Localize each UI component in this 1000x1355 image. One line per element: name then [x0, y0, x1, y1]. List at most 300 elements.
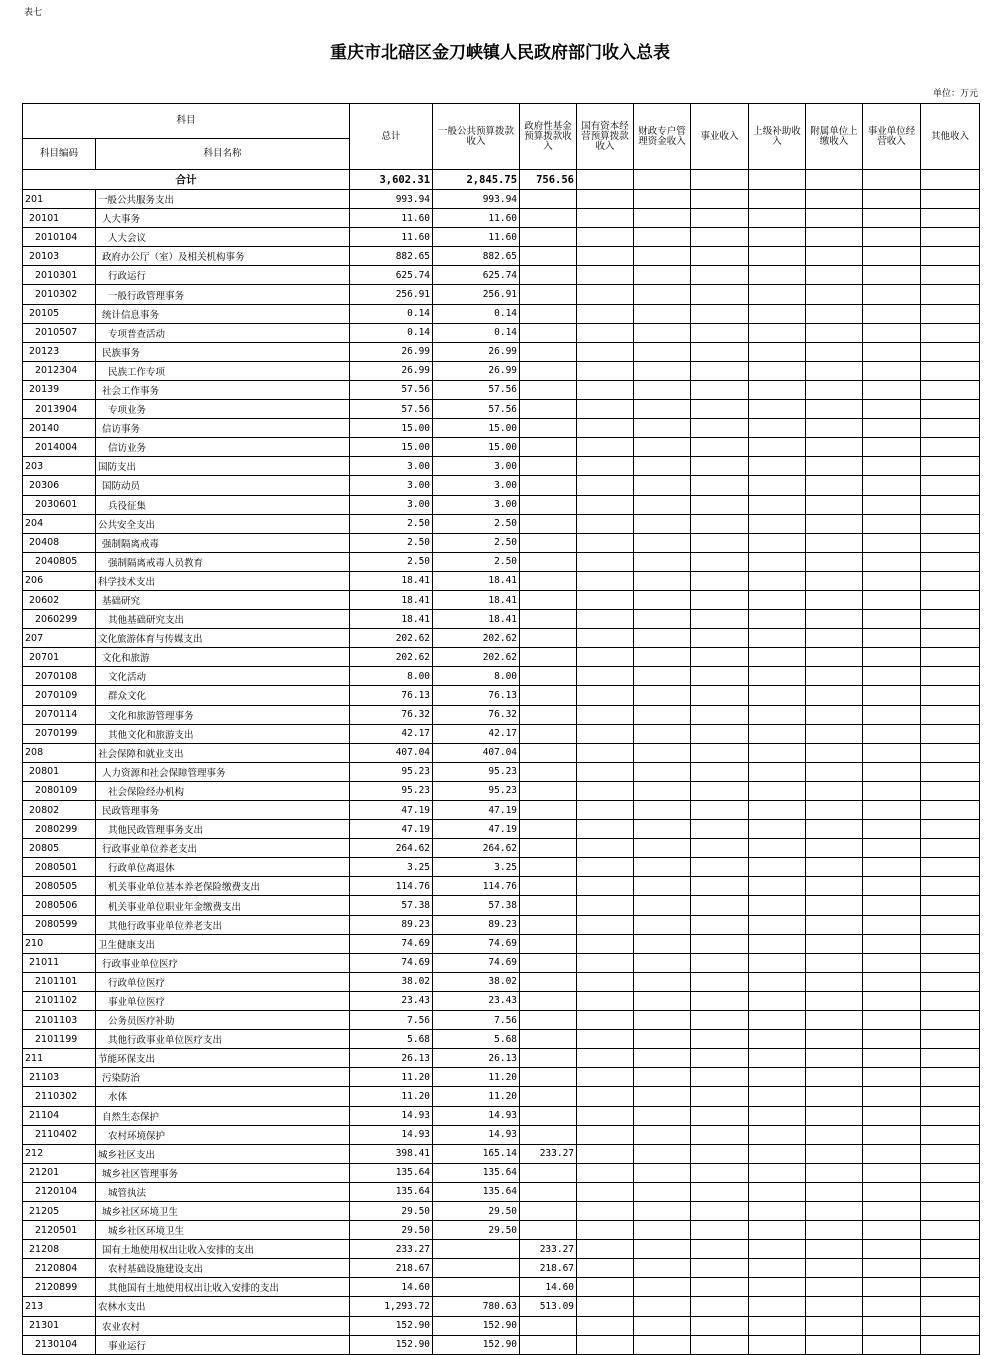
table-row [23, 380, 980, 399]
subject-name: 人力资源和社会保障管理事务 [96, 762, 350, 781]
subject-name: 自然生态保护 [96, 1106, 350, 1125]
amount-cell: 47.19 [350, 820, 433, 839]
amount-cell [921, 266, 980, 285]
amount-cell [863, 1106, 921, 1125]
amount-cell: 38.02 [433, 972, 520, 991]
amount-cell: 3.00 [350, 495, 433, 514]
amount-cell [806, 762, 863, 781]
amount-cell [921, 361, 980, 380]
amount-cell [520, 629, 577, 648]
amount-cell [863, 934, 921, 953]
amount-cell [577, 438, 634, 457]
amount-cell [577, 476, 634, 495]
amount-cell [921, 762, 980, 781]
amount-cell [520, 934, 577, 953]
amount-cell [520, 209, 577, 228]
table-row [23, 762, 980, 781]
amount-cell [921, 858, 980, 877]
total-label: 合计 [23, 170, 350, 190]
amount-cell [806, 915, 863, 934]
subject-name: 农业农村 [96, 1316, 350, 1335]
amount-cell [806, 667, 863, 686]
amount-cell [520, 533, 577, 552]
table-row [23, 648, 980, 667]
amount-cell: 11.20 [433, 1087, 520, 1106]
amount-cell: 15.00 [433, 438, 520, 457]
amount-cell [749, 1297, 806, 1316]
amount-cell: 74.69 [350, 953, 433, 972]
subject-name: 群众文化 [96, 686, 350, 705]
amount-cell [749, 457, 806, 476]
amount-cell: 76.13 [350, 686, 433, 705]
amount-cell [863, 342, 921, 361]
amount-cell [921, 1011, 980, 1030]
amount-cell [806, 457, 863, 476]
table-row [23, 667, 980, 686]
subject-name: 国防支出 [96, 457, 350, 476]
amount-cell [577, 1087, 634, 1106]
amount-cell [520, 285, 577, 304]
amount-cell: 18.41 [350, 571, 433, 590]
amount-cell [863, 361, 921, 380]
amount-cell: 95.23 [433, 762, 520, 781]
amount-cell [520, 858, 577, 877]
amount-cell: 18.41 [433, 590, 520, 609]
table-row [23, 476, 980, 495]
amount-cell [806, 1240, 863, 1259]
amount-cell [634, 1278, 691, 1297]
table-row [23, 1221, 980, 1240]
amount-cell [863, 915, 921, 934]
subject-name: 其他行政事业单位养老支出 [96, 915, 350, 934]
amount-cell [921, 1144, 980, 1163]
subject-name: 文化活动 [96, 667, 350, 686]
amount-cell [577, 1182, 634, 1201]
amount-cell: 165.14 [433, 1144, 520, 1163]
amount-cell [634, 629, 691, 648]
amount-cell [520, 590, 577, 609]
amount-cell [634, 342, 691, 361]
amount-cell [634, 705, 691, 724]
amount-cell [520, 419, 577, 438]
amount-cell: 14.93 [433, 1125, 520, 1144]
subject-name: 农村环境保护 [96, 1125, 350, 1144]
amount-cell [806, 934, 863, 953]
amount-cell: 3.00 [433, 457, 520, 476]
amount-cell [520, 877, 577, 896]
subject-code: 2040805 [23, 552, 96, 571]
amount-cell [520, 1163, 577, 1182]
subject-code: 2060299 [23, 610, 96, 629]
table-row [23, 724, 980, 743]
amount-cell [634, 228, 691, 247]
amount-cell: 7.56 [350, 1011, 433, 1030]
subject-code: 20805 [23, 839, 96, 858]
amount-cell [749, 762, 806, 781]
table-row [23, 1182, 980, 1201]
amount-cell [921, 323, 980, 342]
subject-name: 社会保险经办机构 [96, 781, 350, 800]
table-tag: 表七 [24, 8, 43, 18]
amount-cell [921, 495, 980, 514]
amount-cell: 11.60 [433, 209, 520, 228]
amount-cell [863, 1049, 921, 1068]
amount-cell [806, 1182, 863, 1201]
amount-cell [863, 514, 921, 533]
amount-cell [806, 361, 863, 380]
amount-cell [806, 514, 863, 533]
amount-cell [806, 1163, 863, 1182]
total-cell [806, 170, 863, 190]
amount-cell [921, 953, 980, 972]
table-row [23, 1335, 980, 1354]
amount-cell [749, 820, 806, 839]
amount-cell: 625.74 [433, 266, 520, 285]
amount-cell [749, 839, 806, 858]
subject-code: 21104 [23, 1106, 96, 1125]
amount-cell [749, 877, 806, 896]
amount-cell [863, 953, 921, 972]
amount-cell [577, 972, 634, 991]
amount-cell: 18.41 [433, 571, 520, 590]
amount-cell [749, 801, 806, 820]
subject-code: 20123 [23, 342, 96, 361]
amount-cell [691, 1221, 749, 1240]
amount-cell [921, 1221, 980, 1240]
amount-cell [520, 1068, 577, 1087]
amount-cell [749, 476, 806, 495]
amount-cell [749, 724, 806, 743]
amount-cell [634, 400, 691, 419]
amount-cell [577, 781, 634, 800]
amount-cell [577, 762, 634, 781]
amount-cell: 18.41 [350, 590, 433, 609]
amount-cell [634, 762, 691, 781]
amount-cell [863, 667, 921, 686]
amount-cell [691, 991, 749, 1010]
subject-name: 民政管理事务 [96, 801, 350, 820]
amount-cell: 0.14 [433, 304, 520, 323]
subject-name: 社会工作事务 [96, 380, 350, 399]
subject-code: 2030601 [23, 495, 96, 514]
amount-cell [749, 991, 806, 1010]
amount-cell [806, 1011, 863, 1030]
amount-cell [577, 1335, 634, 1354]
amount-cell: 882.65 [350, 247, 433, 266]
subject-code: 2110302 [23, 1087, 96, 1106]
amount-cell [577, 1106, 634, 1125]
amount-cell [691, 839, 749, 858]
amount-cell [634, 266, 691, 285]
amount-cell [921, 934, 980, 953]
table-row [23, 190, 980, 209]
amount-cell [863, 648, 921, 667]
amount-cell: 256.91 [350, 285, 433, 304]
amount-cell [921, 304, 980, 323]
amount-cell [691, 896, 749, 915]
amount-cell: 95.23 [350, 762, 433, 781]
amount-cell [921, 1201, 980, 1220]
amount-cell [806, 533, 863, 552]
amount-cell: 89.23 [433, 915, 520, 934]
amount-cell: 0.14 [350, 323, 433, 342]
table-row [23, 285, 980, 304]
subject-header: 科目 [23, 104, 350, 139]
amount-cell [921, 533, 980, 552]
amount-cell [520, 705, 577, 724]
amount-cell [691, 1240, 749, 1259]
amount-cell [806, 571, 863, 590]
amount-cell [749, 1259, 806, 1278]
amount-cell [806, 1068, 863, 1087]
subject-name: 民族事务 [96, 342, 350, 361]
amount-cell [577, 896, 634, 915]
amount-cell [863, 1030, 921, 1049]
amount-cell [634, 380, 691, 399]
page-title: 重庆市北碚区金刀峡镇人民政府部门收入总表 [330, 43, 670, 63]
amount-cell [806, 419, 863, 438]
amount-cell [749, 1240, 806, 1259]
amount-cell [520, 247, 577, 266]
table-row [23, 495, 980, 514]
amount-cell [520, 972, 577, 991]
amount-cell [691, 1335, 749, 1354]
amount-cell [691, 533, 749, 552]
amount-cell: 74.69 [433, 953, 520, 972]
amount-cell [921, 610, 980, 629]
amount-cell [577, 686, 634, 705]
amount-cell: 625.74 [350, 266, 433, 285]
amount-cell [577, 419, 634, 438]
subject-code: 2010507 [23, 323, 96, 342]
amount-cell [863, 419, 921, 438]
subject-code: 20103 [23, 247, 96, 266]
amount-cell: 57.56 [433, 380, 520, 399]
table-row [23, 801, 980, 820]
amount-cell [520, 266, 577, 285]
amount-cell [520, 743, 577, 762]
amount-cell [520, 552, 577, 571]
subject-code: 2120104 [23, 1182, 96, 1201]
amount-cell [691, 743, 749, 762]
amount-cell [749, 342, 806, 361]
total-cell: 3,602.31 [350, 170, 433, 190]
amount-cell [691, 190, 749, 209]
subject-name: 机关事业单位基本养老保险缴费支出 [96, 877, 350, 896]
amount-cell [634, 820, 691, 839]
amount-cell [577, 361, 634, 380]
amount-cell: 233.27 [520, 1144, 577, 1163]
amount-cell [863, 209, 921, 228]
amount-cell [520, 1087, 577, 1106]
amount-cell: 218.67 [520, 1259, 577, 1278]
amount-cell: 135.64 [350, 1182, 433, 1201]
amount-cell [691, 801, 749, 820]
amount-cell [806, 953, 863, 972]
amount-cell [921, 1316, 980, 1335]
amount-cell [691, 934, 749, 953]
amount-cell [577, 590, 634, 609]
table-row [23, 820, 980, 839]
amount-cell [577, 934, 634, 953]
table-row [23, 571, 980, 590]
amount-cell [634, 1049, 691, 1068]
amount-cell [691, 514, 749, 533]
subject-code: 2120899 [23, 1278, 96, 1297]
subject-name: 城乡社区管理事务 [96, 1163, 350, 1182]
amount-cell [634, 1182, 691, 1201]
amount-cell [634, 571, 691, 590]
subject-code: 207 [23, 629, 96, 648]
amount-cell [806, 495, 863, 514]
subject-code: 2014004 [23, 438, 96, 457]
amount-cell: 3.25 [433, 858, 520, 877]
subject-code: 2070109 [23, 686, 96, 705]
amount-cell [921, 1087, 980, 1106]
subject-code: 2013904 [23, 400, 96, 419]
subject-name: 其他民政管理事务支出 [96, 820, 350, 839]
amount-cell [806, 1278, 863, 1297]
amount-cell [749, 228, 806, 247]
table-row [23, 877, 980, 896]
amount-cell: 14.93 [350, 1106, 433, 1125]
amount-cell [806, 610, 863, 629]
amount-cell: 26.99 [433, 361, 520, 380]
amount-cell [921, 590, 980, 609]
table-row [23, 552, 980, 571]
amount-cell: 57.38 [433, 896, 520, 915]
amount-cell [634, 1240, 691, 1259]
amount-cell [634, 648, 691, 667]
amount-cell: 135.64 [433, 1182, 520, 1201]
amount-cell [520, 1125, 577, 1144]
amount-cell [577, 457, 634, 476]
amount-cell [520, 380, 577, 399]
amount-cell: 135.64 [350, 1163, 433, 1182]
amount-cell [691, 1068, 749, 1087]
amount-cell [863, 1316, 921, 1335]
total-cell [691, 170, 749, 190]
amount-cell [634, 801, 691, 820]
amount-cell: 15.00 [433, 419, 520, 438]
amount-cell [863, 495, 921, 514]
amount-cell: 14.60 [350, 1278, 433, 1297]
amount-cell [634, 1201, 691, 1220]
amount-cell [863, 877, 921, 896]
subject-name: 公务员医疗补助 [96, 1011, 350, 1030]
amount-cell: 11.60 [350, 209, 433, 228]
amount-cell [921, 285, 980, 304]
amount-cell [749, 304, 806, 323]
amount-cell [806, 991, 863, 1010]
amount-cell [806, 247, 863, 266]
table-row [23, 1106, 980, 1125]
amount-cell [634, 686, 691, 705]
amount-cell [520, 323, 577, 342]
amount-cell: 95.23 [350, 781, 433, 800]
amount-cell [863, 724, 921, 743]
amount-cell [691, 762, 749, 781]
amount-cell [634, 590, 691, 609]
amount-cell [520, 953, 577, 972]
amount-cell: 42.17 [433, 724, 520, 743]
subject-code: 2120804 [23, 1259, 96, 1278]
amount-cell [577, 667, 634, 686]
amount-cell [921, 380, 980, 399]
amount-cell [806, 266, 863, 285]
subject-name: 机关事业单位职业年金缴费支出 [96, 896, 350, 915]
subject-code: 2130104 [23, 1335, 96, 1354]
amount-cell [921, 1297, 980, 1316]
amount-cell [921, 705, 980, 724]
amount-cell [691, 705, 749, 724]
amount-cell [691, 438, 749, 457]
amount-cell [634, 304, 691, 323]
amount-cell: 264.62 [350, 839, 433, 858]
table-row [23, 1011, 980, 1030]
amount-cell [577, 1297, 634, 1316]
amount-cell [749, 1163, 806, 1182]
amount-cell [520, 648, 577, 667]
subject-code: 210 [23, 934, 96, 953]
amount-cell: 14.93 [350, 1125, 433, 1144]
amount-cell [749, 266, 806, 285]
amount-cell [806, 877, 863, 896]
amount-cell [806, 1316, 863, 1335]
amount-cell [863, 228, 921, 247]
amount-cell: 7.56 [433, 1011, 520, 1030]
subject-code: 20140 [23, 419, 96, 438]
amount-cell [634, 514, 691, 533]
amount-cell: 3.00 [350, 457, 433, 476]
subject-code: 21201 [23, 1163, 96, 1182]
subject-code: 2010301 [23, 266, 96, 285]
amount-cell [863, 285, 921, 304]
table-row [23, 839, 980, 858]
amount-cell [577, 610, 634, 629]
amount-cell [634, 1297, 691, 1316]
amount-cell [863, 820, 921, 839]
amount-cell [520, 190, 577, 209]
amount-cell [577, 1125, 634, 1144]
amount-cell [921, 629, 980, 648]
amount-cell [634, 896, 691, 915]
amount-cell [921, 724, 980, 743]
amount-cell: 47.19 [433, 801, 520, 820]
amount-cell [691, 495, 749, 514]
amount-cell [634, 209, 691, 228]
amount-cell [520, 400, 577, 419]
table-row [23, 1144, 980, 1163]
table-row [23, 934, 980, 953]
amount-cell [691, 915, 749, 934]
amount-cell [634, 552, 691, 571]
amount-cell [520, 610, 577, 629]
table-row [23, 209, 980, 228]
table-row [23, 1259, 980, 1278]
amount-cell [634, 858, 691, 877]
table-row [23, 781, 980, 800]
amount-cell: 2.50 [350, 533, 433, 552]
amount-cell [691, 610, 749, 629]
amount-cell [921, 1163, 980, 1182]
amount-cell [863, 533, 921, 552]
subject-code: 21011 [23, 953, 96, 972]
amount-cell: 38.02 [350, 972, 433, 991]
table-row [23, 1030, 980, 1049]
table-row [23, 438, 980, 457]
subject-name: 兵役征集 [96, 495, 350, 514]
